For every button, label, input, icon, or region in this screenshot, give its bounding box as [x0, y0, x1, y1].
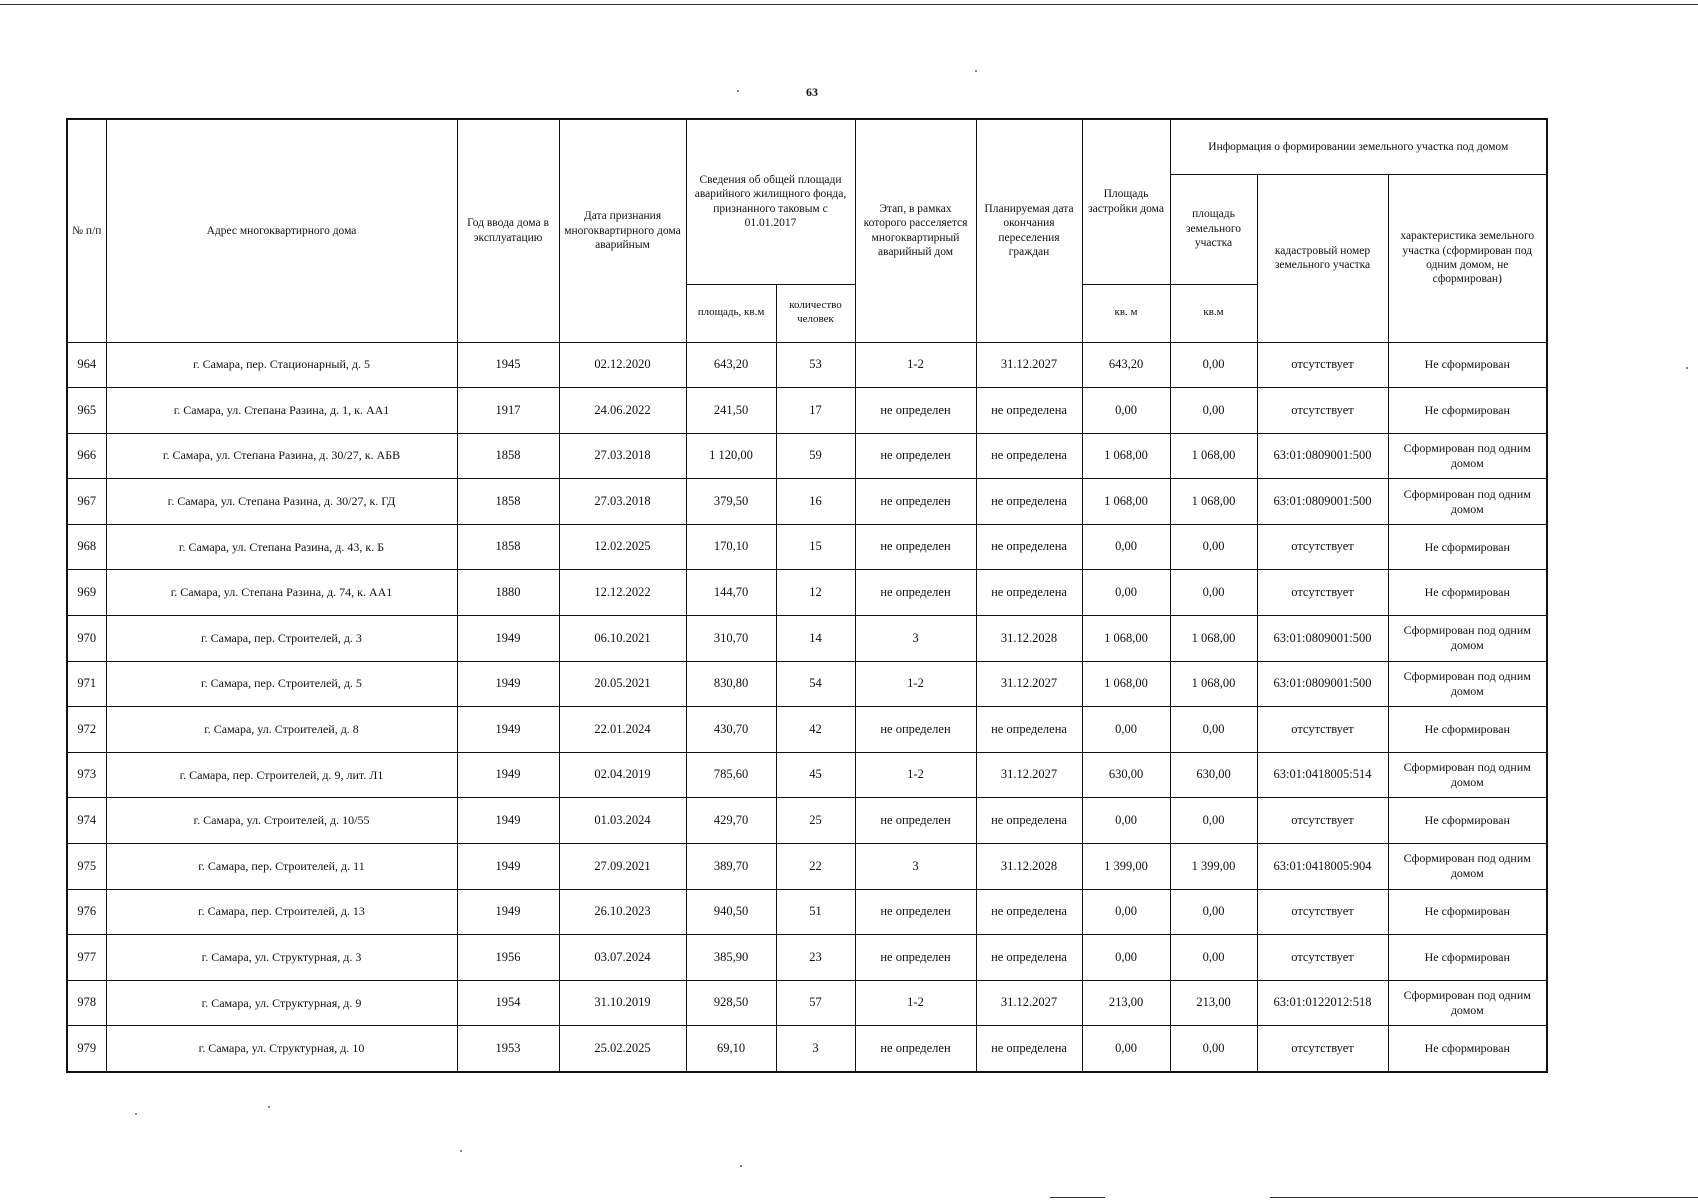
table-row [67, 844, 1547, 890]
row-number-cell: 972 [67, 707, 106, 753]
characteristic-cell: Не сформирован [1388, 798, 1547, 844]
header-land-group: Информация о формировании земельного участка под домом [1170, 119, 1547, 174]
table-row [67, 433, 1547, 479]
build-area-cell: 1 068,00 [1082, 661, 1170, 707]
land-area-cell: 1 068,00 [1170, 616, 1257, 662]
table-row [67, 707, 1547, 753]
area-cell: 928,50 [686, 980, 776, 1026]
cadastral-cell: 63:01:0122012:518 [1257, 980, 1388, 1026]
people-cell: 23 [776, 935, 855, 981]
characteristic-cell: Сформирован под одним домом [1388, 661, 1547, 707]
cadastral-cell: отсутствует [1257, 798, 1388, 844]
build-area-cell: 0,00 [1082, 707, 1170, 753]
recognition-date-cell: 27.03.2018 [559, 433, 686, 479]
characteristic-cell: Не сформирован [1388, 707, 1547, 753]
land-area-cell: 0,00 [1170, 1026, 1257, 1072]
area-cell: 170,10 [686, 524, 776, 570]
page-number: 63 [806, 85, 818, 99]
cadastral-cell: отсутствует [1257, 570, 1388, 616]
row-number-cell: 967 [67, 479, 106, 525]
planned-date-cell: не определена [976, 1026, 1082, 1072]
stage-cell: не определен [855, 524, 976, 570]
stage-cell: 1-2 [855, 752, 976, 798]
header-unit-build: кв. м [1082, 284, 1170, 342]
planned-date-cell: не определена [976, 570, 1082, 616]
characteristic-cell: Не сформирован [1388, 388, 1547, 434]
area-cell: 144,70 [686, 570, 776, 616]
area-cell: 430,70 [686, 707, 776, 753]
area-cell: 389,70 [686, 844, 776, 890]
row-number-cell: 964 [67, 342, 106, 388]
stage-cell: не определен [855, 1026, 976, 1072]
scan-speck [268, 1106, 270, 1108]
people-cell: 22 [776, 844, 855, 890]
land-area-cell: 213,00 [1170, 980, 1257, 1026]
people-cell: 15 [776, 524, 855, 570]
stage-cell: не определен [855, 935, 976, 981]
year-cell: 1949 [457, 844, 559, 890]
scan-footer-line [1270, 1197, 1698, 1198]
scan-speck [740, 1165, 742, 1167]
cadastral-cell: 63:01:0809001:500 [1257, 616, 1388, 662]
address-cell: г. Самара, ул. Степана Разина, д. 30/27, к. АБВ [106, 433, 457, 479]
people-cell: 54 [776, 661, 855, 707]
stage-cell: 1-2 [855, 980, 976, 1026]
year-cell: 1953 [457, 1026, 559, 1072]
table-row [67, 570, 1547, 616]
table-row [67, 1026, 1547, 1072]
characteristic-cell: Сформирован под одним домом [1388, 433, 1547, 479]
build-area-cell: 0,00 [1082, 889, 1170, 935]
recognition-date-cell: 31.10.2019 [559, 980, 686, 1026]
address-cell: г. Самара, пер. Строителей, д. 3 [106, 616, 457, 662]
header-planned-date: Планируемая дата окончания переселения граждан [976, 119, 1082, 342]
address-cell: г. Самара, ул. Степана Разина, д. 30/27, к. ГД [106, 479, 457, 525]
land-area-cell: 630,00 [1170, 752, 1257, 798]
planned-date-cell: не определена [976, 433, 1082, 479]
header-people: количество человек [776, 284, 855, 342]
cadastral-cell: 63:01:0809001:500 [1257, 661, 1388, 707]
build-area-cell: 0,00 [1082, 388, 1170, 434]
land-area-cell: 0,00 [1170, 707, 1257, 753]
recognition-date-cell: 25.02.2025 [559, 1026, 686, 1072]
table-row [67, 752, 1547, 798]
table-row [67, 935, 1547, 981]
cadastral-cell: отсутствует [1257, 889, 1388, 935]
people-cell: 16 [776, 479, 855, 525]
year-cell: 1949 [457, 798, 559, 844]
area-cell: 310,70 [686, 616, 776, 662]
scan-speck [737, 90, 739, 92]
planned-date-cell: не определена [976, 479, 1082, 525]
cadastral-cell: 63:01:0809001:500 [1257, 433, 1388, 479]
characteristic-cell: Не сформирован [1388, 570, 1547, 616]
planned-date-cell: 31.12.2027 [976, 342, 1082, 388]
land-area-cell: 0,00 [1170, 935, 1257, 981]
recognition-date-cell: 27.09.2021 [559, 844, 686, 890]
land-area-cell: 1 068,00 [1170, 661, 1257, 707]
recognition-date-cell: 26.10.2023 [559, 889, 686, 935]
table-row [67, 889, 1547, 935]
recognition-date-cell: 02.04.2019 [559, 752, 686, 798]
cadastral-cell: 63:01:0418005:514 [1257, 752, 1388, 798]
land-area-cell: 0,00 [1170, 342, 1257, 388]
header-year: Год ввода дома в эксплуатацию [457, 119, 559, 342]
address-cell: г. Самара, пер. Стационарный, д. 5 [106, 342, 457, 388]
year-cell: 1949 [457, 707, 559, 753]
people-cell: 3 [776, 1026, 855, 1072]
cadastral-cell: отсутствует [1257, 388, 1388, 434]
cadastral-cell: отсутствует [1257, 1026, 1388, 1072]
planned-date-cell: 31.12.2028 [976, 616, 1082, 662]
build-area-cell: 213,00 [1082, 980, 1170, 1026]
address-cell: г. Самара, пер. Строителей, д. 9, лит. Л1 [106, 752, 457, 798]
emergency-housing-table [66, 118, 1548, 1073]
cadastral-cell: 63:01:0418005:904 [1257, 844, 1388, 890]
build-area-cell: 0,00 [1082, 935, 1170, 981]
characteristic-cell: Не сформирован [1388, 1026, 1547, 1072]
row-number-cell: 970 [67, 616, 106, 662]
cadastral-cell: отсутствует [1257, 524, 1388, 570]
people-cell: 42 [776, 707, 855, 753]
land-area-cell: 1 399,00 [1170, 844, 1257, 890]
table-row [67, 798, 1547, 844]
address-cell: г. Самара, ул. Степана Разина, д. 43, к. Б [106, 524, 457, 570]
stage-cell: не определен [855, 798, 976, 844]
scan-footer-line [1050, 1197, 1105, 1198]
stage-cell: 1-2 [855, 342, 976, 388]
address-cell: г. Самара, пер. Строителей, д. 5 [106, 661, 457, 707]
area-cell: 241,50 [686, 388, 776, 434]
planned-date-cell: 31.12.2027 [976, 980, 1082, 1026]
characteristic-cell: Не сформирован [1388, 342, 1547, 388]
address-cell: г. Самара, ул. Структурная, д. 9 [106, 980, 457, 1026]
area-cell: 785,60 [686, 752, 776, 798]
year-cell: 1917 [457, 388, 559, 434]
stage-cell: не определен [855, 433, 976, 479]
recognition-date-cell: 24.06.2022 [559, 388, 686, 434]
characteristic-cell: Не сформирован [1388, 935, 1547, 981]
stage-cell: 3 [855, 616, 976, 662]
year-cell: 1880 [457, 570, 559, 616]
header-build-area: Площадь застройки дома [1082, 119, 1170, 284]
characteristic-cell: Сформирован под одним домом [1388, 479, 1547, 525]
header-fund-group: Сведения об общей площади аварийного жилищного фонда, признанного таковым с 01.01.2017 [686, 119, 855, 284]
area-cell: 940,50 [686, 889, 776, 935]
recognition-date-cell: 27.03.2018 [559, 479, 686, 525]
area-cell: 1 120,00 [686, 433, 776, 479]
characteristic-cell: Сформирован под одним домом [1388, 980, 1547, 1026]
scan-speck [460, 1150, 462, 1152]
address-cell: г. Самара, ул. Структурная, д. 10 [106, 1026, 457, 1072]
row-number-cell: 969 [67, 570, 106, 616]
year-cell: 1949 [457, 616, 559, 662]
land-area-cell: 0,00 [1170, 524, 1257, 570]
build-area-cell: 0,00 [1082, 570, 1170, 616]
people-cell: 12 [776, 570, 855, 616]
stage-cell: 1-2 [855, 661, 976, 707]
land-area-cell: 0,00 [1170, 388, 1257, 434]
people-cell: 14 [776, 616, 855, 662]
characteristic-cell: Сформирован под одним домом [1388, 844, 1547, 890]
people-cell: 17 [776, 388, 855, 434]
table-row [67, 980, 1547, 1026]
stage-cell: не определен [855, 388, 976, 434]
row-number-cell: 965 [67, 388, 106, 434]
people-cell: 53 [776, 342, 855, 388]
build-area-cell: 643,20 [1082, 342, 1170, 388]
cadastral-cell: отсутствует [1257, 342, 1388, 388]
recognition-date-cell: 06.10.2021 [559, 616, 686, 662]
table-row [67, 479, 1547, 525]
header-stage: Этап, в рамках которого расселяется многоквартирный аварийный дом [855, 119, 976, 342]
header-recognition-date: Дата признания многоквартирного дома аварийным [559, 119, 686, 342]
scan-speck [135, 1113, 137, 1115]
row-number-cell: 979 [67, 1026, 106, 1072]
year-cell: 1949 [457, 889, 559, 935]
year-cell: 1949 [457, 752, 559, 798]
recognition-date-cell: 12.12.2022 [559, 570, 686, 616]
table-row [67, 388, 1547, 434]
row-number-cell: 974 [67, 798, 106, 844]
area-cell: 379,50 [686, 479, 776, 525]
address-cell: г. Самара, ул. Степана Разина, д. 74, к. АА1 [106, 570, 457, 616]
build-area-cell: 1 068,00 [1082, 433, 1170, 479]
address-cell: г. Самара, ул. Структурная, д. 3 [106, 935, 457, 981]
recognition-date-cell: 03.07.2024 [559, 935, 686, 981]
characteristic-cell: Не сформирован [1388, 889, 1547, 935]
table-row [67, 342, 1547, 388]
land-area-cell: 1 068,00 [1170, 479, 1257, 525]
recognition-date-cell: 12.02.2025 [559, 524, 686, 570]
row-number-cell: 976 [67, 889, 106, 935]
year-cell: 1945 [457, 342, 559, 388]
land-area-cell: 0,00 [1170, 889, 1257, 935]
header-cadastral: кадастровый номер земельного участка [1257, 174, 1388, 342]
year-cell: 1949 [457, 661, 559, 707]
cadastral-cell: отсутствует [1257, 707, 1388, 753]
row-number-cell: 971 [67, 661, 106, 707]
planned-date-cell: 31.12.2027 [976, 661, 1082, 707]
row-number-cell: 966 [67, 433, 106, 479]
stage-cell: не определен [855, 707, 976, 753]
scan-speck [1686, 367, 1688, 369]
table-row [67, 616, 1547, 662]
land-area-cell: 0,00 [1170, 570, 1257, 616]
area-cell: 69,10 [686, 1026, 776, 1072]
page-top-edge-line [0, 4, 1698, 5]
stage-cell: 3 [855, 844, 976, 890]
stage-cell: не определен [855, 570, 976, 616]
address-cell: г. Самара, ул. Степана Разина, д. 1, к. АА1 [106, 388, 457, 434]
row-number-cell: 973 [67, 752, 106, 798]
year-cell: 1858 [457, 524, 559, 570]
header-area: площадь, кв.м [686, 284, 776, 342]
header-characteristic: характеристика земельного участка (сформирован под одним домом, не сформирован) [1388, 174, 1547, 342]
land-area-cell: 0,00 [1170, 798, 1257, 844]
scan-speck [975, 70, 977, 72]
area-cell: 429,70 [686, 798, 776, 844]
header-no: № п/п [67, 119, 106, 342]
address-cell: г. Самара, ул. Строителей, д. 8 [106, 707, 457, 753]
year-cell: 1954 [457, 980, 559, 1026]
recognition-date-cell: 02.12.2020 [559, 342, 686, 388]
build-area-cell: 0,00 [1082, 798, 1170, 844]
area-cell: 643,20 [686, 342, 776, 388]
area-cell: 830,80 [686, 661, 776, 707]
year-cell: 1956 [457, 935, 559, 981]
planned-date-cell: 31.12.2028 [976, 844, 1082, 890]
area-cell: 385,90 [686, 935, 776, 981]
build-area-cell: 0,00 [1082, 524, 1170, 570]
people-cell: 57 [776, 980, 855, 1026]
people-cell: 59 [776, 433, 855, 479]
planned-date-cell: не определена [976, 707, 1082, 753]
people-cell: 25 [776, 798, 855, 844]
recognition-date-cell: 22.01.2024 [559, 707, 686, 753]
stage-cell: не определен [855, 889, 976, 935]
build-area-cell: 1 068,00 [1082, 479, 1170, 525]
year-cell: 1858 [457, 479, 559, 525]
header-unit-land: кв.м [1170, 284, 1257, 342]
land-area-cell: 1 068,00 [1170, 433, 1257, 479]
build-area-cell: 1 399,00 [1082, 844, 1170, 890]
characteristic-cell: Сформирован под одним домом [1388, 616, 1547, 662]
year-cell: 1858 [457, 433, 559, 479]
people-cell: 51 [776, 889, 855, 935]
planned-date-cell: не определена [976, 388, 1082, 434]
characteristic-cell: Сформирован под одним домом [1388, 752, 1547, 798]
header-address: Адрес многоквартирного дома [106, 119, 457, 342]
build-area-cell: 0,00 [1082, 1026, 1170, 1072]
recognition-date-cell: 01.03.2024 [559, 798, 686, 844]
planned-date-cell: не определена [976, 935, 1082, 981]
build-area-cell: 630,00 [1082, 752, 1170, 798]
cadastral-cell: 63:01:0809001:500 [1257, 479, 1388, 525]
recognition-date-cell: 20.05.2021 [559, 661, 686, 707]
address-cell: г. Самара, пер. Строителей, д. 13 [106, 889, 457, 935]
planned-date-cell: не определена [976, 889, 1082, 935]
table-row [67, 524, 1547, 570]
row-number-cell: 975 [67, 844, 106, 890]
planned-date-cell: не определена [976, 524, 1082, 570]
address-cell: г. Самара, ул. Строителей, д. 10/55 [106, 798, 457, 844]
table-row [67, 661, 1547, 707]
planned-date-cell: 31.12.2027 [976, 752, 1082, 798]
table-body [67, 342, 1547, 1072]
stage-cell: не определен [855, 479, 976, 525]
row-number-cell: 978 [67, 980, 106, 1026]
planned-date-cell: не определена [976, 798, 1082, 844]
header-land-area: площадь земельного участка [1170, 174, 1257, 284]
characteristic-cell: Не сформирован [1388, 524, 1547, 570]
build-area-cell: 1 068,00 [1082, 616, 1170, 662]
row-number-cell: 968 [67, 524, 106, 570]
address-cell: г. Самара, пер. Строителей, д. 11 [106, 844, 457, 890]
cadastral-cell: отсутствует [1257, 935, 1388, 981]
people-cell: 45 [776, 752, 855, 798]
row-number-cell: 977 [67, 935, 106, 981]
